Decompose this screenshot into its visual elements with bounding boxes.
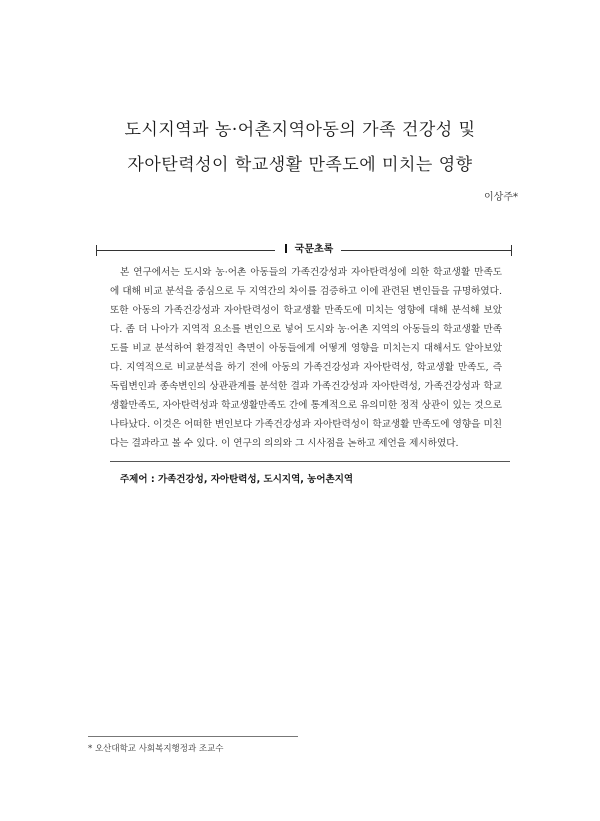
keywords-label: 주제어 : xyxy=(120,474,158,485)
abstract-rule-right-tick xyxy=(511,245,512,256)
keywords xyxy=(120,471,353,485)
keyword-rule xyxy=(110,461,510,462)
abstract-rule-left-tick xyxy=(96,245,97,256)
title-line-2: 자아탄력성이 학교생활 만족도에 미치는 영향 xyxy=(127,155,473,175)
abstract-body: 본 연구에서는 도시와 농·어촌 아동들의 가족건강성과 자아탄력성에 의한 학교생활 만족도에 대해 비교 분석을 중심으로 두 지역간의 차이를 검증하고 이에 관련된 변인들을 규명하였다. 또한 아동의 가족건강성과 자아탄력성이 학교생활 만족도에 미치는 영향에 대해 분석해 보았다. 좀 더 나아가 지역적 요소를 변인으로 넣어 도시와 농·어촌 지역의 아동들의 학교생활 만족도를 비교 분석하여 환경적인 측면이 아동들에게 어떻게 영향을 미치는지 대해서도 알아보았다. 지역적으로 비교분석을 하기 전에 아동의 가족건강성과 자아탄력성, 학교생활 만족도, 즉 독립변인과 종속변인의 상관관계를 분석한 결과 가족건강성과 자아탄력성, 가족건강성과 학교생활만족도, 자아탄력성과 학교생활만족도 간에 통계적으로 유의미한 정적 상관이 있는 것으로 나타났다. 이것은 어떠한 변인보다 가족건강성과 자아탄력성이 학교생활 만족도에 영향을 미친다는 결과라고 볼 수 있다. 이 연구의 의의와 그 시사점을 논하고 제언을 제시하였다. xyxy=(110,267,502,449)
author-name: 이상주* xyxy=(484,192,518,203)
abstract-heading-label: 국문초록 xyxy=(294,244,334,255)
heading-bracket-left-icon xyxy=(285,244,293,253)
footnote-rule xyxy=(88,736,298,737)
keywords-value: 가족건강성, 자아탄력성, 도시지역, 농어촌지역 xyxy=(157,474,354,485)
abstract-heading xyxy=(275,243,341,257)
title-line-1: 도시지역과 농·어촌지역아동의 가족 건강성 및 xyxy=(124,120,476,140)
author-affiliation-footnote: * 오산대학교 사회복지행정과 조교수 xyxy=(88,744,224,754)
